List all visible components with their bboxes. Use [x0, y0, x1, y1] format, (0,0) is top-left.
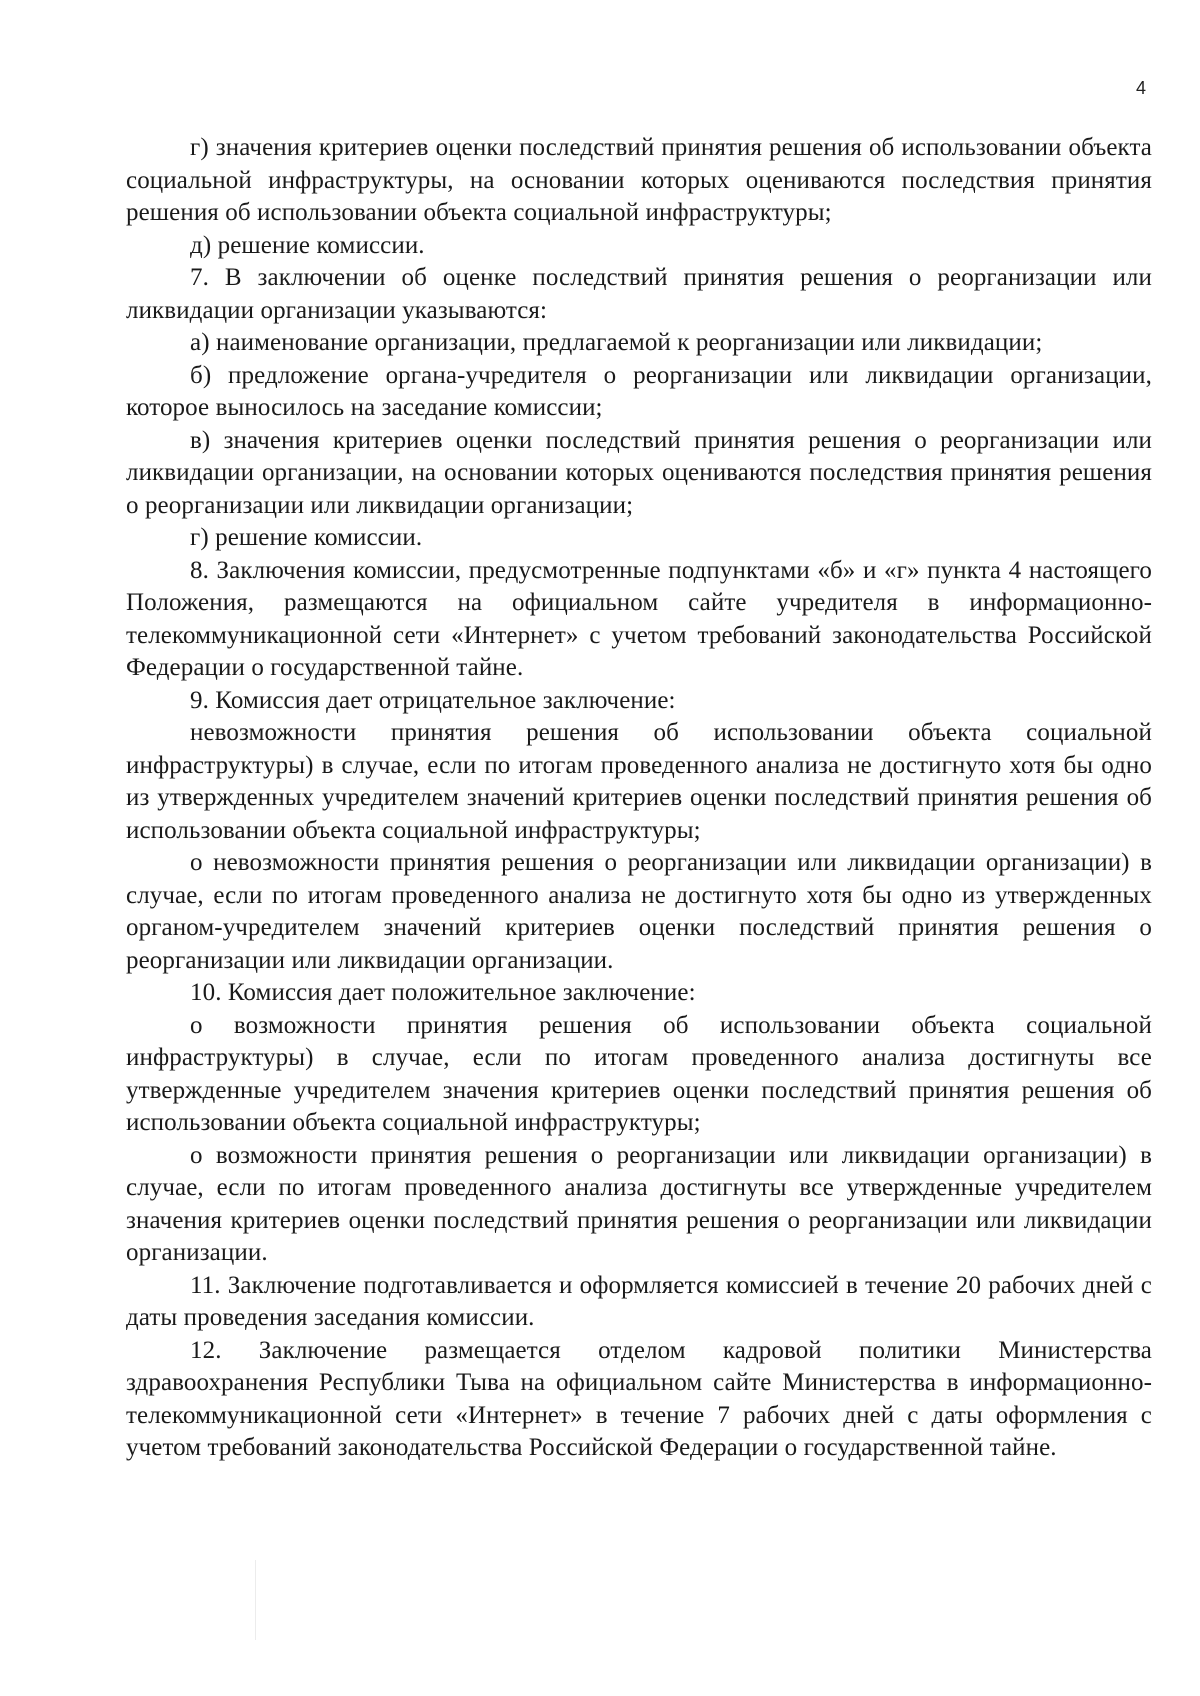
paragraph-9-item-1: невозможности принятия решения об использовании объекта социальной инфраструктуры) в случае, если по итогам проведенного анализа не достигнуто хотя бы одно из утвержденных учредителем значений критериев оценки последствий принятия решения об использовании объекта социальной инфраструктуры;: [126, 719, 1152, 844]
paragraph-7v: в) значения критериев оценки последствий принятия решения о реорганизации или ликвидации организации, на основании которых оцениваются последствия принятия решения о реорганизации или ликвидации организации;: [126, 426, 1152, 519]
paragraph-6d: д) решение комиссии.: [190, 231, 425, 259]
paragraph-7b: б) предложение органа-учредителя о реорганизации или ликвидации организации, которое выносилось на заседание комиссии;: [126, 361, 1152, 421]
paragraph-9: 9. Комиссия дает отрицательное заключение:: [190, 686, 676, 714]
paragraph-8: 8. Заключения комиссии, предусмотренные подпунктами «б» и «г» пункта 4 настоящего Положения, размещаются на официальном сайте учредителя в информационно-телекоммуникационной сети «Интернет» с учетом требований законодательства Российской Федерации о государственной тайне.: [126, 556, 1152, 681]
paragraph-12: 12. Заключение размещается отделом кадровой политики Министерства здравоохранения Республики Тыва на официальном сайте Министерства в информационно-телекоммуникационной сети «Интернет» в течение 7 рабочих дней с даты оформления с учетом требований законодательства Российской Федерации о государственной тайне.: [126, 1336, 1152, 1461]
paragraph-10-item-1: о возможности принятия решения об использовании объекта социальной инфраструктуры) в случае, если по итогам проведенного анализа достигнуты все утвержденные учредителем значения критериев оценки последствий принятия решения об использовании объекта социальной инфраструктуры;: [126, 1011, 1152, 1136]
paragraph-9-item-2: о невозможности принятия решения о реорганизации или ликвидации организации) в случае, если по итогам проведенного анализа не достигнуто хотя бы одно из утвержденных органом-учредителем значений критериев оценки последствий принятия решения о реорганизации или ликвидации организации.: [126, 849, 1152, 974]
scan-artifact-line: [255, 1560, 256, 1640]
page-number: 4: [1136, 78, 1147, 98]
document-body: [126, 132, 1152, 1465]
paragraph-7g: г) решение комиссии.: [190, 524, 423, 551]
paragraph-10: 10. Комиссия дает положительное заключение:: [190, 979, 696, 1006]
paragraph-6g: г) значения критериев оценки последствий принятия решения об использовании объекта социальной инфраструктуры, на основании которых оцениваются последствия принятия решения об использовании объекта социальной инфраструктуры;: [126, 134, 1152, 226]
paragraph-11: 11. Заключение подготавливается и оформляется комиссией в течение 20 рабочих дней с даты проведения заседания комиссии.: [126, 1271, 1152, 1331]
paragraph-7a: а) наименование организации, предлагаемой к реорганизации или ликвидации;: [190, 329, 1043, 356]
paragraph-10-item-2: о возможности принятия решения о реорганизации или ликвидации организации) в случае, если по итогам проведенного анализа достигнуты все утвержденные учредителем значения критериев оценки последствий принятия решения о реорганизации или ликвидации организации.: [126, 1141, 1152, 1266]
paragraph-7: 7. В заключении об оценке последствий принятия решения о реорганизации или ликвидации организации указываются:: [126, 264, 1152, 324]
